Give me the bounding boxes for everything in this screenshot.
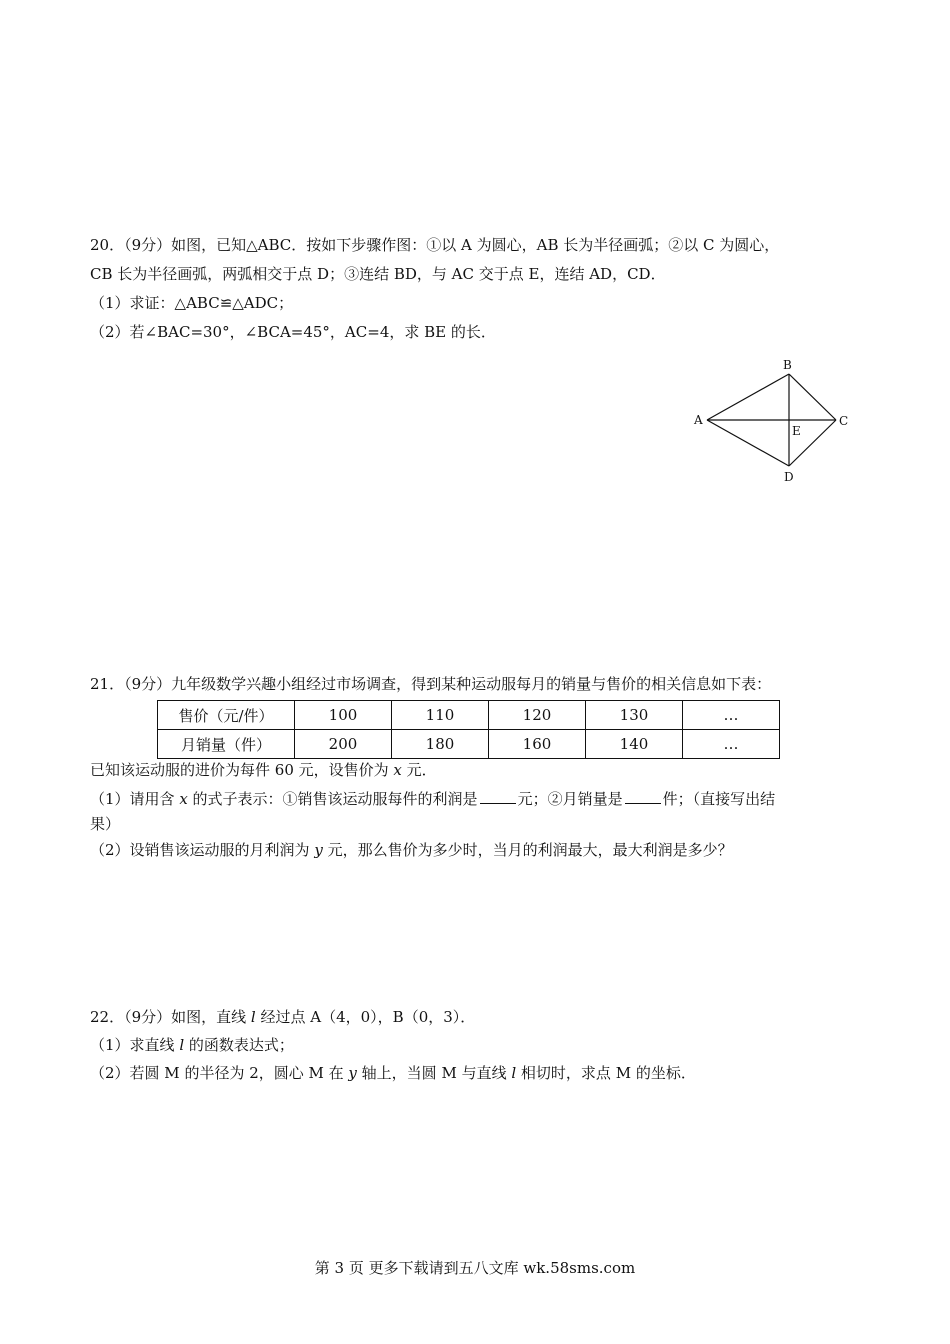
label-e: E xyxy=(792,424,801,438)
table-cell: 160 xyxy=(489,730,586,759)
q22-part1 xyxy=(90,1035,294,1055)
table-row-header: 月销量（件） xyxy=(158,730,295,759)
q22-part2 xyxy=(90,1063,696,1083)
answer-blank xyxy=(625,789,661,804)
table-cell: … xyxy=(683,701,780,730)
variable-y: y xyxy=(348,1064,357,1082)
variable-l: l xyxy=(511,1064,517,1082)
table-cell: 120 xyxy=(489,701,586,730)
label-d: D xyxy=(784,470,794,484)
label-b: B xyxy=(783,358,792,372)
q22-text: 的函数表达式； xyxy=(184,1036,294,1054)
q22-line1 xyxy=(90,1007,475,1027)
q20-line1: 20．（9分）如图，已知△ABC．按如下步骤作图：①以 A 为圆心，AB 长为半径画弧；②以 C 为圆心， xyxy=(90,236,780,254)
q21-given xyxy=(90,760,437,780)
variable-l: l xyxy=(179,1036,185,1054)
table-cell: 110 xyxy=(392,701,489,730)
q21-part1-text: （1）请用含 xyxy=(90,790,180,808)
answer-blank xyxy=(480,789,516,804)
q20-line2: CB 长为半径画弧，两弧相交于点 D；③连结 BD，与 AC 交于点 E，连结 AD，CD． xyxy=(90,265,666,283)
table-cell: 140 xyxy=(586,730,683,759)
q21-part1 xyxy=(90,789,775,809)
q21-part1-text: 件；（直接写出结 xyxy=(662,790,776,808)
table-cell: 180 xyxy=(392,730,489,759)
q20-part2: （2）若∠BAC=30°，∠BCA=45°，AC=4，求 BE 的长． xyxy=(90,323,496,341)
q21-part2-text: 元，那么售价为多少时，当月的利润最大，最大利润是多少？ xyxy=(322,841,733,859)
q21-part1-cont: 果） xyxy=(90,815,121,833)
variable-x: x xyxy=(179,790,188,808)
q21-part2-text: （2）设销售该运动服的月利润为 xyxy=(90,841,315,859)
q21-part2 xyxy=(90,840,733,860)
q21-given-text: 已知该运动服的进价为每件 60 元，设售价为 xyxy=(90,761,394,779)
q21-given-text: 元． xyxy=(401,761,437,779)
variable-l: l xyxy=(250,1008,256,1026)
q22-text: 轴上，当圆 M 与直线 xyxy=(356,1064,512,1082)
segment-ad xyxy=(707,420,789,466)
variable-y: y xyxy=(314,841,323,859)
table-cell: … xyxy=(683,730,780,759)
q21-part1-text: 元；②月销量是 xyxy=(517,790,623,808)
table-cell: 130 xyxy=(586,701,683,730)
price-sales-table xyxy=(157,700,780,759)
table-cell: 100 xyxy=(295,701,392,730)
variable-x: x xyxy=(393,761,402,779)
table-row-header: 售价（元/件） xyxy=(158,701,295,730)
q22-text: （2）若圆 M 的半径为 2，圆心 M 在 xyxy=(90,1064,349,1082)
label-a: A xyxy=(694,413,703,427)
q21-line1: 21．（9分）九年级数学兴趣小组经过市场调查，得到某种运动服每月的销量与售价的相关信息如下表： xyxy=(90,675,772,693)
segment-bc xyxy=(789,374,836,420)
q22-text: （1）求直线 xyxy=(90,1036,180,1054)
table-row xyxy=(158,730,780,759)
q22-text: 相切时，求点 M 的坐标． xyxy=(516,1064,696,1082)
label-c: C xyxy=(839,414,849,428)
page-footer: 第 3 页 更多下载请到五八文库 wk.58sms.com xyxy=(314,1259,636,1277)
q22-text: 22．（9分）如图，直线 xyxy=(90,1008,251,1026)
segment-ab xyxy=(707,374,789,420)
q20-figure xyxy=(690,355,860,485)
table-row xyxy=(158,701,780,730)
q22-text: 经过点 A（4，0），B（0，3）． xyxy=(255,1008,476,1026)
q20-part1: （1）求证：△ABC≌△ADC； xyxy=(90,294,294,312)
table-cell: 200 xyxy=(295,730,392,759)
q21-part1-text: 的式子表示：①销售该运动服每件的利润是 xyxy=(187,790,478,808)
